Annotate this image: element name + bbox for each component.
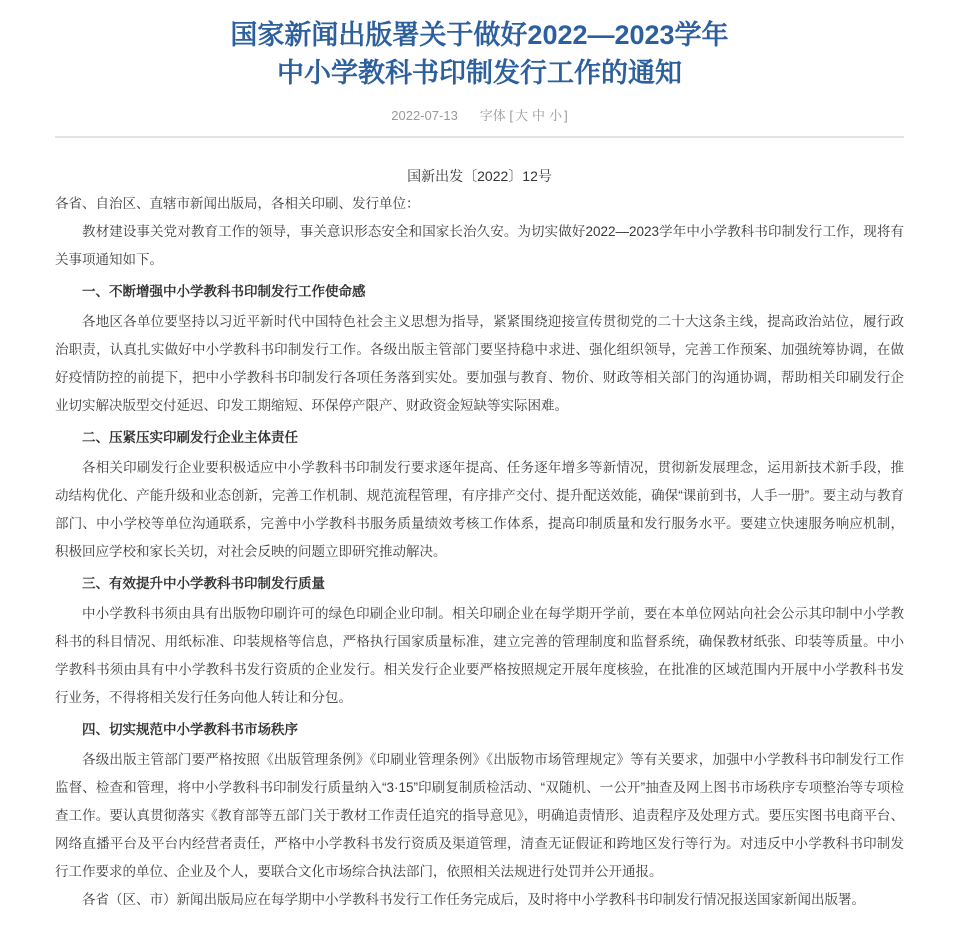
font-size-switcher bbox=[480, 108, 568, 123]
closing-paragraph: 各省（区、市）新闻出版局应在每学期中小学教科书发行工作任务完成后，及时将中小学教科书印制发行情况报送国家新闻出版署。 bbox=[82, 892, 865, 907]
meta-bar bbox=[55, 106, 904, 126]
section-4-heading: 四、切实规范中小学教科书市场秩序 bbox=[82, 722, 298, 737]
font-switcher-label: 字体 [ bbox=[479, 108, 514, 123]
section-2-heading: 二、压紧压实印刷发行企业主体责任 bbox=[82, 430, 298, 445]
section-3-heading: 三、有效提升中小学教科书印制发行质量 bbox=[82, 576, 325, 591]
section-1-heading: 一、不断增强中小学教科书印制发行工作使命感 bbox=[82, 284, 366, 299]
intro-paragraph: 教材建设事关党对教育工作的领导，事关意识形态安全和国家长治久安。为切实做好2022—2023学年中小学教科书印制发行工作，现将有关事项通知如下。 bbox=[55, 224, 904, 267]
page-title-line2: 中小学教科书印制发行工作的通知 bbox=[277, 58, 682, 88]
page-title bbox=[55, 16, 904, 92]
page-title-line1: 国家新闻出版署关于做好2022—2023学年 bbox=[230, 20, 729, 50]
font-size-large-link[interactable]: 大 bbox=[515, 108, 529, 123]
section-4-paragraph: 各级出版主管部门要严格按照《出版管理条例》《印刷业管理条例》《出版物市场管理规定》等有关要求，加强中小学教科书印制发行工作监督、检查和管理，将中小学教科书印制发行质量纳入“3·15”印刷复制质检活动、“双随机、一公开”抽查及网上图书市场秩序专项整治等专项检查工作。要认真贯彻落实《教育部等五部门关于教材工作责任追究的指导意见》，明确追责情形、追责程序及处理方式。要压实图书电商平台、网络直播平台及平台内经营者责任，严格中小学教科书发行资质及渠道管理，清查无证假证和跨地区发行等行为。对违反中小学教科书印制发行工作要求的单位、企业及个人，要联合文化市场综合执法部门，依照相关法规进行处罚并公开通报。 bbox=[55, 752, 904, 879]
publish-date: 2022-07-13 bbox=[391, 108, 458, 123]
section-1-paragraph: 各地区各单位要坚持以习近平新时代中国特色社会主义思想为指导，紧紧围绕迎接宣传贯彻党的二十大这条主线，提高政治站位，履行政治职责，认真扎实做好中小学教科书印制发行工作。各级出版主管部门要坚持稳中求进、强化组织领导，完善工作预案、加强统筹协调，在做好疫情防控的前提下，把中小学教科书印制发行各项任务落到实处。要加强与教育、物价、财政等相关部门的沟通协调，帮助相关印刷发行企业切实解决版型交付延迟、印发工期缩短、环保停产限产、财政资金短缺等实际困难。 bbox=[55, 314, 904, 413]
salutation: 各省、自治区、直辖市新闻出版局，各相关印刷、发行单位： bbox=[55, 196, 420, 211]
document-number: 国新出发〔2022〕12号 bbox=[407, 168, 552, 184]
font-size-small-link[interactable]: 小 bbox=[549, 108, 563, 123]
font-size-medium-link[interactable]: 中 bbox=[532, 108, 546, 123]
section-2-paragraph: 各相关印刷发行企业要积极适应中小学教科书印制发行要求逐年提高、任务逐年增多等新情况，贯彻新发展理念，运用新技术新手段，推动结构优化、产能升级和业态创新，完善工作机制、规范流程管理，有序排产交付、提升配送效能，确保“课前到书，人手一册”。要主动与教育部门、中小学校等单位沟通联系，完善中小学教科书服务质量绩效考核工作体系，提高印制质量和发行服务水平。要建立快速服务响应机制，积极回应学校和家长关切，对社会反映的问题立即研究推动解决。 bbox=[55, 460, 904, 559]
header-divider bbox=[55, 136, 904, 138]
font-switcher-bracket-close: ] bbox=[564, 108, 568, 123]
section-3-paragraph: 中小学教科书须由具有出版物印刷许可的绿色印刷企业印制。相关印刷企业在每学期开学前，要在本单位网站向社会公示其印制中小学教科书的科目情况、用纸标准、印装规格等信息，严格执行国家质量标准，建立完善的管理制度和监督系统，确保教材纸张、印装等质量。中小学教科书须由具有中小学教科书发行资质的企业发行。相关发行企业要严格按照规定开展年度核验，在批准的区域范围内开展中小学教科书发行业务，不得将相关发行任务向他人转让和分包。 bbox=[55, 606, 904, 705]
notice-page bbox=[55, 16, 904, 914]
